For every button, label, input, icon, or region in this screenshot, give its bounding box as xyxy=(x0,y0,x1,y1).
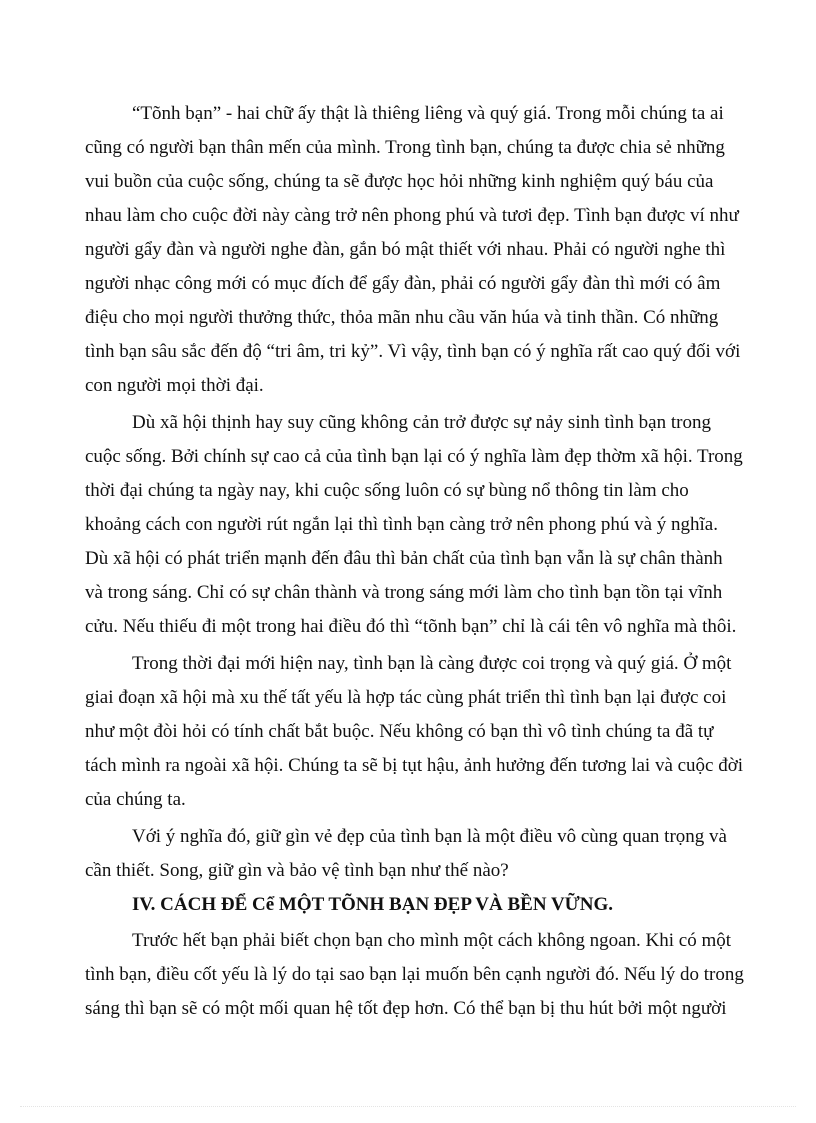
text-line: điệu cho mọi người thưởng thức, thỏa mãn nhu cầu văn húa và tinh thần. Có những xyxy=(85,307,719,328)
text-line: Trong thời đại mới hiện nay, tình bạn là càng được coi trọng và quý giá. Ở một xyxy=(132,653,732,674)
text-line: tách mình ra ngoài xã hội. Chúng ta sẽ bị tụt hậu, ảnh hưởng đến tương lai và cuộc đời xyxy=(85,755,744,776)
section-heading: IV. CÁCH ĐỂ Cể MỘT TÕNH BẠN ĐẸP VÀ BỀN VỮNG. xyxy=(132,894,614,915)
text-line: cần thiết. Song, giữ gìn và bảo vệ tình bạn như thế nào? xyxy=(85,860,509,881)
text-line: người gẩy đàn và người nghe đàn, gắn bó mật thiết với nhau. Phải có người nghe thì xyxy=(85,239,726,260)
text-line: như một đòi hỏi có tính chất bắt buộc. Nếu không có bạn thì vô tình chúng ta đã tự xyxy=(85,721,714,742)
text-line: con người mọi thời đại. xyxy=(85,375,264,396)
text-line: cuộc sống. Bởi chính sự cao cả của tình bạn lại có ý nghĩa làm đẹp thờm xã hội. Trong xyxy=(85,446,743,467)
text-line: giai đoạn xã hội mà xu thế tất yếu là hợp tác cùng phát triển thì tình bạn lại được coi xyxy=(85,687,727,708)
text-line: khoảng cách con người rút ngắn lại thì tình bạn càng trở nên phong phú và ý nghĩa. xyxy=(85,514,718,535)
text-line: nhau làm cho cuộc đời này càng trở nên phong phú và tươi đẹp. Tình bạn được ví như xyxy=(85,205,739,226)
text-line: vui buồn của cuộc sống, chúng ta sẽ được học hỏi những kinh nghiệm quý báu của xyxy=(85,171,714,192)
text-line: cũng có người bạn thân mến của mình. Trong tình bạn, chúng ta được chia sẻ những xyxy=(85,137,725,158)
text-line: người nhạc công mới có mục đích để gẩy đàn, phải có người gẩy đàn thì mới có âm xyxy=(85,273,721,294)
text-line: tình bạn sâu sắc đến độ “tri âm, tri kỷ”. Vì vậy, tình bạn có ý nghĩa rất cao quý đối với xyxy=(85,341,741,362)
text-line: sáng thì bạn sẽ có một mối quan hệ tốt đẹp hơn. Có thể bạn bị thu hút bởi một người xyxy=(85,998,727,1019)
text-line: Trước hết bạn phải biết chọn bạn cho mình một cách không ngoan. Khi có một xyxy=(132,930,732,951)
page-bottom-divider xyxy=(20,1106,796,1107)
text-line: tình bạn, điều cốt yếu là lý do tại sao bạn lại muốn bên cạnh người đó. Nếu lý do trong xyxy=(85,964,744,985)
text-line: của chúng ta. xyxy=(85,789,186,810)
text-line: Với ý nghĩa đó, giữ gìn vẻ đẹp của tình bạn là một điều vô cùng quan trọng và xyxy=(132,826,727,847)
text-line: cửu. Nếu thiếu đi một trong hai điều đó thì “tõnh bạn” chỉ là cái tên vô nghĩa mà thôi. xyxy=(85,616,737,637)
text-line: và trong sáng. Chỉ có sự chân thành và trong sáng mới làm cho tình bạn tồn tại vĩnh xyxy=(85,582,723,603)
text-line: “Tõnh bạn” - hai chữ ấy thật là thiêng liêng và quý giá. Trong mỗi chúng ta ai xyxy=(132,103,724,124)
text-line: Dù xã hội thịnh hay suy cũng không cản trở được sự nảy sinh tình bạn trong xyxy=(132,412,711,433)
text-line: thời đại chúng ta ngày nay, khi cuộc sống luôn có sự bùng nổ thông tin làm cho xyxy=(85,480,689,501)
text-line: Dù xã hội có phát triển mạnh đến đâu thì bản chất của tình bạn vẫn là sự chân thành xyxy=(85,548,723,569)
